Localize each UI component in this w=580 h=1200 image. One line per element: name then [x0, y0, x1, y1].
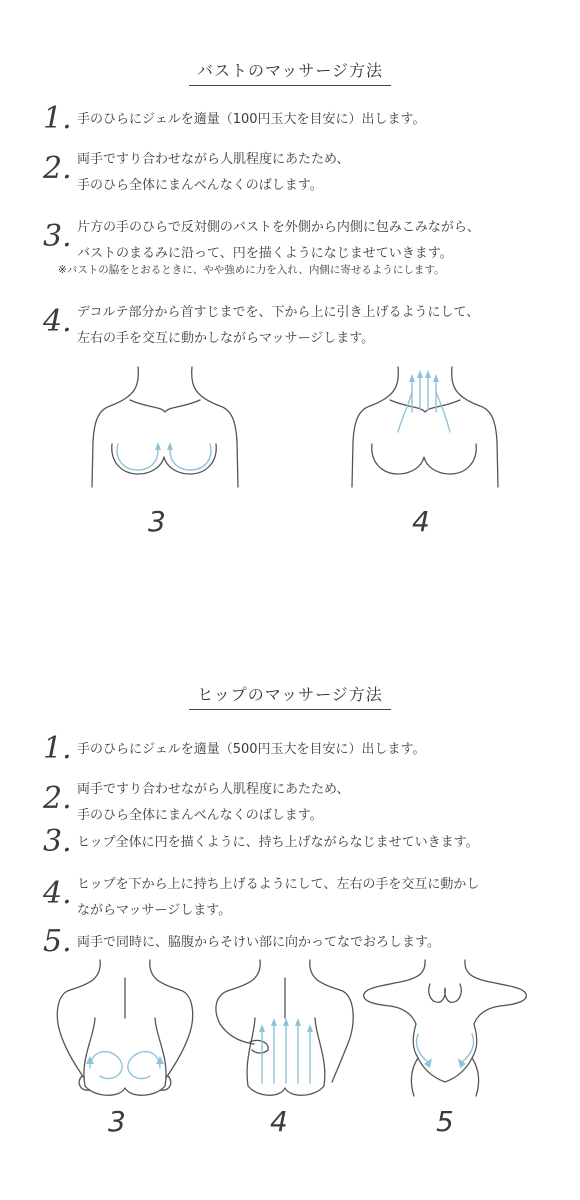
step-text-line: 両手ですり合わせながら人肌程度にあたため、: [77, 782, 350, 797]
step-number: 1.: [43, 731, 72, 766]
step-number: 3.: [43, 219, 72, 254]
figure-label: 5: [436, 1105, 454, 1138]
step-text-line: 手のひらにジェルを適量（100円玉大を目安に）出します。: [77, 112, 426, 127]
step-text-line: ヒップ全体に円を描くように、持ち上げながらなじませていきます。: [77, 835, 479, 850]
step-text-line: 手のひらにジェルを適量（500円玉大を目安に）出します。: [77, 742, 426, 757]
step-text-line: 手のひら全体にまんべんなくのばします。: [77, 178, 323, 193]
bust-note: ※バストの脇をとおるときに、やや強めに力を入れ、内側に寄せるようにします。: [58, 264, 445, 276]
step-text-line: バストのまるみに沿って、円を描くようになじませていきます。: [77, 246, 453, 261]
figure-label: 4: [412, 505, 430, 538]
step-number: 5.: [43, 924, 72, 959]
step-text-line: ながらマッサージします。: [77, 903, 232, 918]
back-illustration-hip-3-icon: [50, 958, 200, 1098]
step-text-line: 左右の手を交互に動かしながらマッサージします。: [77, 331, 375, 346]
step-text-line: 両手ですり合わせながら人肌程度にあたため、: [77, 152, 350, 167]
torso-illustration-bust-3: [90, 362, 240, 492]
figure-label: 4: [270, 1105, 288, 1138]
step-number: 4.: [43, 304, 72, 339]
step-text-line: デコルテ部分から首すじまでを、下から上に引き上げるようにして、: [77, 305, 480, 320]
front-illustration-hip-5: [360, 958, 530, 1098]
step-number: 4.: [43, 876, 72, 911]
step-text-line: 両手で同時に、脇腹からそけい部に向かってなでおろします。: [77, 935, 440, 950]
step-text-line: 手のひら全体にまんべんなくのばします。: [77, 808, 323, 823]
back-illustration-hip-4: [210, 958, 360, 1098]
torso-illustration-bust-3-icon: [90, 362, 240, 492]
step-number: 1.: [43, 101, 72, 136]
step-text-line: ヒップを下から上に持ち上げるようにして、左右の手を交互に動かし: [77, 877, 480, 892]
step-number: 2.: [43, 151, 72, 186]
back-illustration-hip-3: [50, 958, 200, 1098]
hip-section-title: ヒップのマッサージ方法: [0, 682, 580, 710]
torso-illustration-bust-4: [350, 362, 500, 492]
back-illustration-hip-4-icon: [210, 958, 360, 1098]
front-illustration-hip-5-icon: [360, 958, 530, 1098]
step-text-line: 片方の手のひらで反対側のバストを外側から内側に包みこみながら、: [77, 220, 480, 235]
bust-section-title: バストのマッサージ方法: [0, 58, 580, 86]
figure-label: 3: [148, 505, 166, 538]
step-number: 3.: [43, 824, 72, 859]
step-number: 2.: [43, 781, 72, 816]
figure-label: 3: [108, 1105, 126, 1138]
torso-illustration-bust-4-icon: [350, 362, 500, 492]
